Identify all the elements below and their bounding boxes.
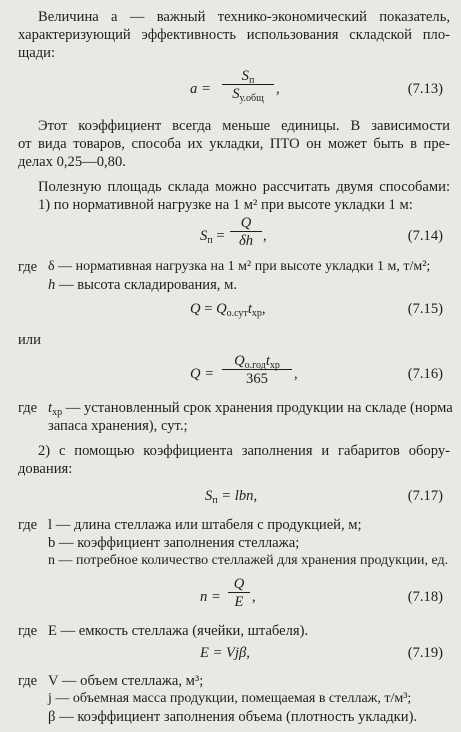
def-b: b — коэффициент заполнения стеллажа; bbox=[48, 535, 300, 551]
equation-7-13: a = $S_п$ $S_{у.общ}$ , (7.13) bbox=[190, 68, 443, 104]
eq718-fraction: $\frac{Q}{E}$ bbox=[228, 576, 250, 611]
def-l: l — длина стеллажа или штабеля с продукцией, м; bbox=[48, 517, 362, 533]
eq713-fraction: $S_п$ $S_{у.общ}$ bbox=[222, 68, 274, 103]
equation-7-17: $S_п$ = lbn, (7.17) bbox=[205, 488, 443, 506]
def-t-hr: $t_{хр}$ — установленный срок хранения продукции на складе (норма bbox=[48, 400, 453, 418]
equation-7-16: Q = $Q_{о.год}t_{хр}$ 365 , (7.16) bbox=[190, 353, 443, 387]
eq718-number: (7.18) bbox=[407, 589, 443, 605]
para1-line2: характеризующий эффективность использования складской пло- bbox=[18, 27, 450, 43]
eq716-number: (7.16) bbox=[407, 366, 443, 382]
def-E: E — емкость стеллажа (ячейки, штабеля). bbox=[48, 623, 309, 639]
eq714-fraction: $\frac{Q}{\delta h}$ bbox=[230, 215, 262, 250]
para4-line1: 2) с помощью коэффициента заполнения и габаритов обору- bbox=[38, 443, 450, 459]
equation-7-18: n = $\frac{Q}{E}$ , (7.18) bbox=[200, 576, 443, 610]
para1-line1: Величина a — важный технико-экономический показатель, bbox=[38, 9, 450, 25]
def-h: h — высота складирования, м. bbox=[48, 277, 237, 293]
def-beta: β — коэффициент заполнения объема (плотность укладки). bbox=[48, 709, 418, 725]
para4-line2: дования: bbox=[18, 461, 73, 477]
where-label: где bbox=[18, 259, 38, 275]
def-n: n — потребное количество стеллажей для хранения продукции, ед. bbox=[48, 553, 449, 568]
para3-line2: 1) по нормативной нагрузке на 1 м² при высоте укладки 1 м: bbox=[38, 197, 413, 213]
eq716-fraction: $Q_{о.год}t_{хр}$ 365 bbox=[222, 353, 292, 388]
eq719-number: (7.19) bbox=[407, 645, 443, 661]
eq713-number: (7.13) bbox=[407, 81, 443, 97]
or-label: или bbox=[18, 332, 41, 348]
def-t-hr-cont: запаса хранения), сут.; bbox=[48, 418, 188, 434]
eq714-number: (7.14) bbox=[407, 228, 443, 244]
para3-line1: Полезную площадь склада можно рассчитать двумя способами: bbox=[38, 179, 450, 195]
eq717-number: (7.17) bbox=[407, 488, 443, 504]
def-delta: δ — нормативная нагрузка на 1 м² при высоте укладки 1 м, т/м²; bbox=[48, 259, 431, 274]
para2-line3: делах 0,25—0,80. bbox=[18, 154, 126, 170]
para2-line1: Этот коэффициент всегда меньше единицы. В зависимости bbox=[38, 118, 450, 134]
para1-line3: щади: bbox=[18, 45, 56, 61]
eq715-number: (7.15) bbox=[407, 301, 443, 317]
textbook-page: Величина a — важный технико-экономический показатель, характеризующий эффективность использования складской пло- щади: a = $S_п$ $S_{у.общ}$ , (7.13) Этот коэффициент всегда меньше единицы. В зависимости от вида товаров, способа их укладки, ПТО он может быть в пре- делах 0,25—0,80. Полезную площадь склада можно рассчитать двумя способами: 1) по нормативной нагрузке на 1 м² при высоте укладки 1 м: $S_п$ = $\frac{Q}{\delta h}$ , (7.14) где δ — нормативная нагрузка на 1 м² при высоте укладки 1 м, т/м²; h — высота складирования, м. $Q = Q_{о.сут}t_{хр}$, (7.15) или Q = $Q_{о.год}t_{хр}$ 365 , (7.16) где $t_{хр}$ — установленный срок хранения продукции на складе (норма запаса хранения), сут.; 2) с помощью коэффициента заполнения и габаритов обору- дования: $S_п$ = lbn, (7.17) где l — длина стеллажа или штабеля с продукцией, м; b — коэффициент заполнения стеллажа; n — потребное количество стеллажей для хранения продукции, ед. n = $\frac{Q}{E}$ , (7.18) где E — емкость стеллажа (ячейки, штабеля). E = Vjβ, (7.19) где V — объем стеллажа, м³; j — объемная масса продукции, помещаемая в стеллаж, т/м³; β — коэффициент заполнения объема (плотность укладки). bbox=[0, 0, 461, 732]
equation-7-15: $Q = Q_{о.сут}t_{хр}$, (7.15) bbox=[190, 301, 443, 319]
para2-line2: от вида товаров, способа их укладки, ПТО он может быть в пре- bbox=[18, 136, 450, 152]
eq713-lhs: a = bbox=[190, 81, 211, 97]
def-j: j — объемная масса продукции, помещаемая в стеллаж, т/м³; bbox=[48, 691, 412, 706]
def-V: V — объем стеллажа, м³; bbox=[48, 673, 204, 689]
equation-7-14: $S_п$ = $\frac{Q}{\delta h}$ , (7.14) bbox=[200, 215, 443, 249]
equation-7-19: E = Vjβ, (7.19) bbox=[200, 645, 443, 661]
